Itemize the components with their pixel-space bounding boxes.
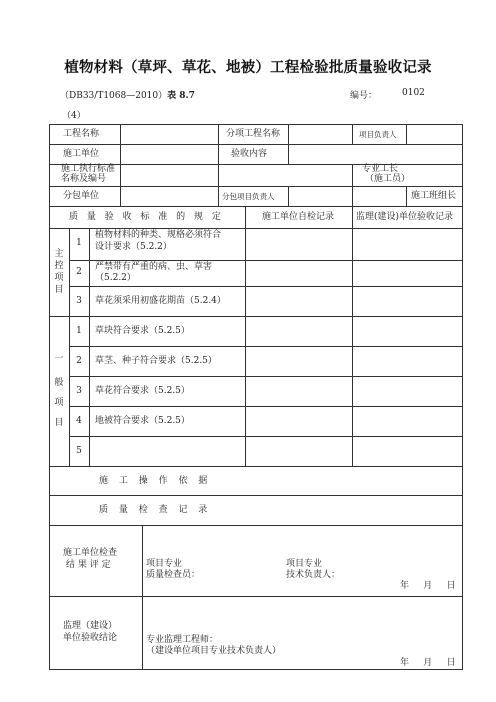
sub-project-manager-label: 分包项目负责人: [222, 192, 275, 201]
rule: [69, 228, 70, 466]
main-item-number: 1: [76, 238, 82, 248]
subcontractor-label: 分包单位: [63, 191, 100, 201]
rule: [49, 186, 463, 187]
subtitle: （4）: [62, 111, 86, 121]
supervising-engineer-label: 专业监理工程师：: [146, 635, 219, 645]
serial-value: 0102: [402, 88, 425, 98]
general-label-char: 般: [54, 378, 64, 388]
general-item-number: 3: [76, 386, 82, 396]
main-item-text: 草花须采用初盛花期苗（5.2.4）: [95, 296, 226, 306]
rule: [49, 495, 463, 496]
project-manager-label: 项目负责人: [359, 130, 397, 139]
main-item-text: （5.2.2）: [95, 273, 136, 283]
construction-check-date: 年 月 日: [400, 581, 456, 591]
team-leader-label: 施工班组长: [411, 191, 457, 201]
rule: [352, 124, 353, 144]
general-item-text: 草茎、种子符合要求（5.2.5）: [95, 356, 217, 366]
inspection-form: [49, 124, 463, 670]
rule: [49, 596, 463, 597]
rule: [49, 669, 463, 670]
general-item-text: 草花符合要求（5.2.5）: [95, 386, 190, 396]
general-label-char: 目: [54, 418, 64, 428]
rule: [352, 164, 353, 206]
rule: [49, 525, 463, 526]
rule: [142, 525, 143, 669]
construction-check-label-1: 施工单位检查: [63, 548, 118, 558]
standard-name-label-2: 名称及编号: [61, 174, 107, 184]
rule: [245, 206, 246, 466]
main-control-label-char: 主: [54, 249, 64, 259]
general-item-number: 2: [76, 356, 82, 366]
quality-inspector-label-1: 项目专业: [146, 559, 183, 569]
serial-label: 编号：: [350, 91, 378, 101]
rule: [406, 186, 407, 206]
construction-unit-label: 施工单位: [63, 149, 100, 159]
rule: [49, 466, 463, 467]
main-control-label-char: 目: [54, 285, 64, 295]
general-item-number: 4: [76, 416, 82, 426]
rule: [120, 124, 121, 206]
supervision-date: 年 月 日: [400, 658, 456, 668]
spec-column-header: 质 量 验 收 标 准 的 规 定: [69, 212, 224, 222]
operation-basis-label: 施 工 操 作 依 据: [99, 476, 212, 486]
standard-code-text: （DB33/T1068—2010）: [60, 91, 168, 101]
rule: [462, 124, 463, 670]
rule: [69, 436, 463, 437]
rule: [288, 124, 289, 164]
self-check-column-header: 施工单位自检记录: [262, 212, 335, 222]
standard-name-label-1: 施工执行标准: [61, 164, 116, 174]
general-label-char: 项: [54, 398, 64, 408]
rule: [288, 186, 289, 206]
rule: [69, 346, 463, 347]
general-item-text: 地被符合要求（5.2.5）: [95, 416, 190, 426]
foreman-label-2: （施工员）: [365, 174, 411, 184]
client-tech-lead-label: （建设单位项目专业技术负责人）: [146, 646, 282, 656]
rule: [49, 228, 463, 229]
rule: [49, 316, 463, 317]
table-label: 表 8.7: [167, 91, 195, 101]
general-item-number: 5: [76, 446, 82, 456]
general-item-number: 1: [76, 326, 82, 336]
rule: [69, 406, 463, 407]
page-title: 植物材料（草坪、草花、地被）工程检验批质量验收记录: [64, 60, 432, 76]
supervision-label-2: 单位验收结论: [63, 633, 118, 643]
main-item-text: 严禁带有严重的病、虫、草害: [95, 262, 213, 272]
construction-check-label-2: 结 果 评 定: [66, 560, 111, 570]
standard-code: [60, 88, 195, 101]
main-item-number: 2: [76, 267, 82, 277]
rule: [69, 376, 463, 377]
foreman-label-1: 专业工长: [362, 164, 399, 174]
general-label-char: 一: [54, 354, 64, 364]
tech-lead-label-2: 技术负责人：: [286, 570, 341, 580]
rule: [218, 124, 219, 206]
general-item-text: 草块符合要求（5.2.5）: [95, 326, 190, 336]
rule: [69, 286, 463, 287]
acceptance-content-label: 验收内容: [231, 149, 268, 159]
main-item-number: 3: [76, 296, 82, 306]
quality-inspector-label-2: 质量检查员：: [146, 570, 201, 580]
rule: [89, 228, 90, 466]
rule: [49, 124, 50, 670]
rule: [69, 260, 463, 261]
subproject-name-label: 分项工程名称: [226, 129, 281, 139]
rule: [49, 144, 463, 145]
rule: [49, 124, 463, 125]
quality-records-label: 质 量 检 查 记 录: [99, 505, 212, 515]
main-item-text: 植物材料的种类、规格必须符合: [95, 230, 222, 240]
rule: [352, 206, 353, 466]
rule: [406, 124, 407, 144]
main-control-label-char: 控: [54, 261, 64, 271]
supervision-column-header: 监理(建设)单位验收记录: [356, 212, 454, 222]
tech-lead-label-1: 项目专业: [286, 559, 323, 569]
rule: [49, 206, 463, 207]
main-control-label-char: 项: [54, 273, 64, 283]
project-name-label: 工程名称: [63, 129, 100, 139]
supervision-label-1: 监理（建设）: [63, 621, 118, 631]
main-item-text: 设计要求（5.2.2）: [95, 242, 172, 252]
